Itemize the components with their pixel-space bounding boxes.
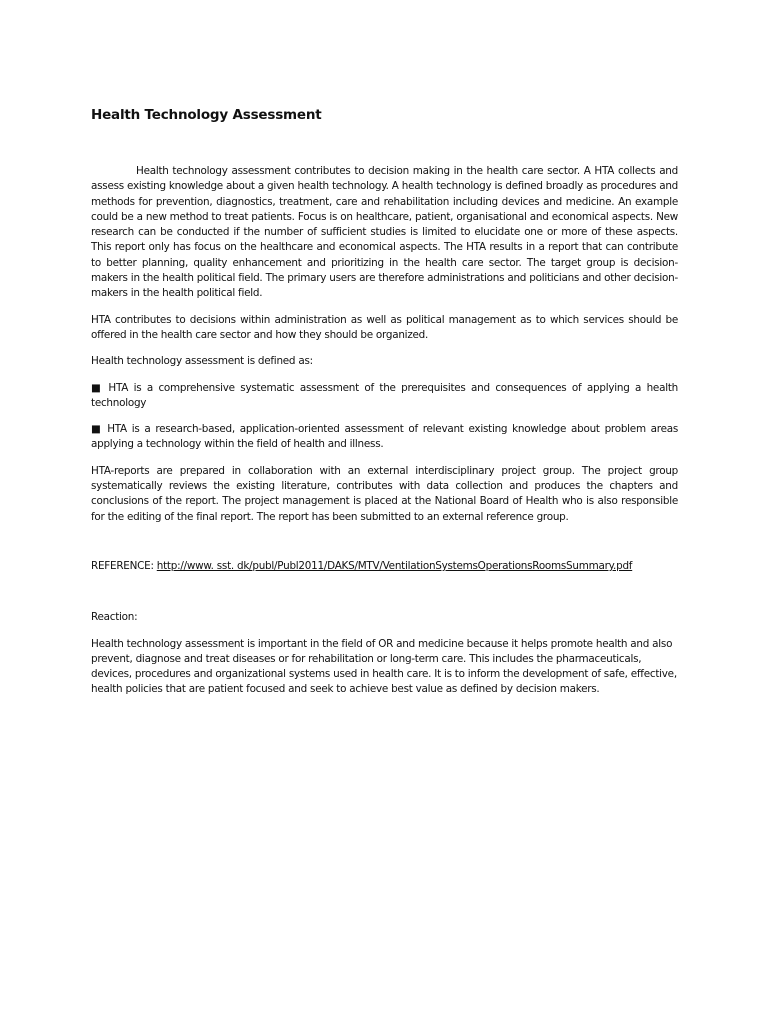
bullet-definition-1: ■ HTA is a comprehensive systematic assessment of the prerequisites and consequences of applying a health technology: [91, 381, 678, 409]
document-page: [91, 106, 678, 698]
document-title: Health Technology Assessment: [91, 107, 322, 123]
bullet-definition-2: ■ HTA is a research-based, application-oriented assessment of relevant existing knowledge about problem areas applying a technology within the field of health and illness.: [91, 423, 678, 451]
reference-link[interactable]: http://www. sst. dk/publ/Publ2011/DAKS/MTV/VentilationSystemsOperationsRoomsSummary.pdf: [156, 559, 633, 572]
paragraph-hta-reports: HTA-reports are prepared in collaboration with an external interdisciplinary project group. The project group systematically reviews the existing literature, contributes with data collection and produces the chapters and conclusions of the report. The project management is placed at the National Board of Health who is also responsible for the editing of the final report. The report has been submitted to an external reference group.: [91, 464, 678, 523]
paragraph-defined-as: Health technology assessment is defined as:: [91, 355, 313, 368]
reaction-body: Health technology assessment is important in the field of OR and medicine because it helps promote health and also prevent, diagnose and treat diseases or for rehabilitation or long-term care. This includes the pharmaceuticals, devices, procedures and organizational systems used in health care. It is to inform the development of safe, effective, health policies that are patient focused and seek to achieve best value as defined by decision makers.: [91, 637, 677, 696]
reference-line: [91, 559, 678, 574]
reference-label: REFERENCE:: [91, 559, 157, 572]
reaction-heading: Reaction:: [91, 611, 138, 624]
paragraph-intro: Health technology assessment contributes to decision making in the health care sector. A HTA collects and assess existing knowledge about a given health technology. A health technology is defined broadly as procedures and methods for prevention, diagnostics, treatment, care and rehabilitation including devices and medicine. An example could be a new method to treat patients. Focus is on healthcare, patient, organisational and economical aspects. New research can be conducted if the number of sufficient studies is limited to elucidate one or more of these aspects. This report only has focus on the healthcare and economical aspects. The HTA results in a report that can contribute to better planning, quality enhancement and prioritizing in the health care sector. The target group is decision-makers in the health political field. The primary users are therefore administrations and politicians and other decision-makers in the health political field.: [91, 165, 678, 300]
paragraph-hta-contributes: HTA contributes to decisions within administration as well as political management as to which services should be offered in the health care sector and how they should be organized.: [91, 313, 678, 341]
